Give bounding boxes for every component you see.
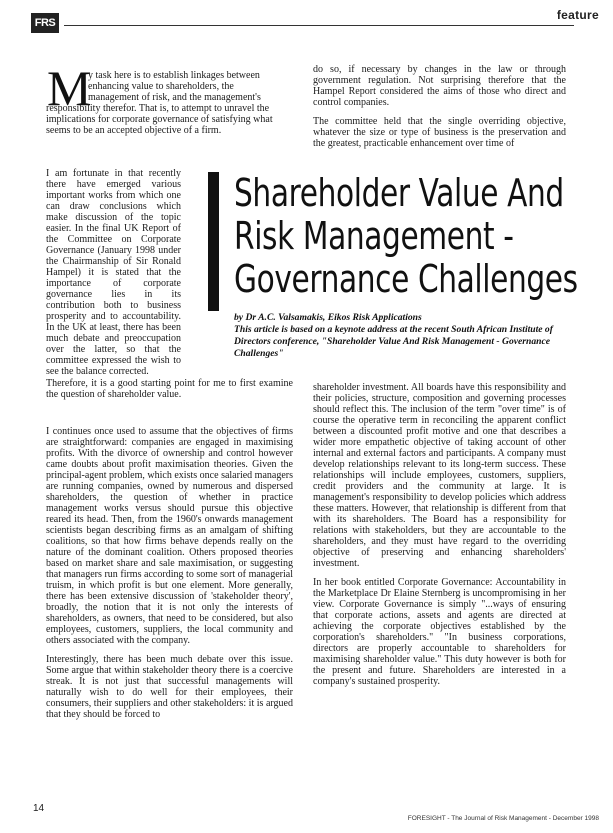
intro-line: implications for corporate governance of satisfying what [46, 114, 273, 125]
title-line: Governance Challenges [234, 257, 578, 301]
body-paragraph: I continues once used to assume that the objectives of firms are straightforward: companies are engaged in maximising profits. With the divorce of ownership and control however came doubts about profit maximisation theories. Given the principal-agent problem, which exists once salaried managers are running companies, owned by numerous and dispersed shareholders, the question of whether in practice management works versus should pursue this objective reared its head. Then, from the 1960's onwards management scientists began describing firms as an amalgam of shifting coalitions, so that how firms behave depends really on the nature of the dominant coalition. Others proposed theories based on market share and sale maximisation, or suggesting that managers run firms according to some sort of managerial truism, in which profit is but one element. More generally, there has been extensive discussion of 'stakeholder theory', broadly, the notion that it is not only the interests of shareholders, as owners, that need to be considered, but also employees, customers, suppliers, the local community and others associated with the company. [46, 426, 293, 646]
body-paragraph: In her book entitled Corporate Governance: Accountability in the Marketplace Dr Elaine Sternberg is uncompromising in her view. Corporate Governance is simply "...ways of ensuring that corporate actions, assets and agents are directed at achieving the corporate objectives established by the corporation's shareholders." "In business corporations, directors are properly accountable to shareholders for maximising shareholder value." This duty however is both for the present and future. Shareholders are interested in a company's sustained prosperity. [313, 577, 566, 687]
byline-note: This article is based on a keynote address at the recent South African Institute of Directors conference, "Shareholder Value And Risk Management - Governance Challenges" [234, 324, 553, 359]
body-paragraph: I am fortunate in that recently there have emerged various important works from which one can draw conclusions which make discussion of the topic easier. In the final UK Report of the Committee on Corporate Governance (January 1998 under the Chairmanship of Sir Ronald Hampel) it is stated that the importance of corporate governance lies in its contribution both to business prosperity and to accountability. In the UK at least, there has been much debate and preoccupation over the latter, so that the committee expressed the wish to see the balance corrected. [46, 168, 181, 377]
title-line: Shareholder Value And [234, 171, 564, 215]
left-narrow-paragraph [46, 168, 181, 385]
section-label: feature [556, 8, 599, 22]
intro-line: enhancing value to shareholders, the [88, 81, 234, 92]
right-column-body [313, 382, 566, 695]
intro-line: responsibility therefor. That is, to attempt to unravel the [46, 103, 270, 114]
body-paragraph: shareholder investment. All boards have this responsibility and their policies, structure, composition and governing processes should reflect this. The inclusion of the term "over time" is of course the operative term in reconciling the apparent conflict between a discounted profit motive and one that describes a wider more empathetic objective of taking account of other internal and external factors and participants. A company must develop relationships relevant to its long-term success. These relationships will include employees, customers, suppliers, credit providers and the community at large. It is management's responsibility to develop policies which address these matters. However, that relationship is different from that with its shareholders. The Board has a responsibility for relations with stakeholders, but they are accountable to the shareholders, and they must have regard to the overriding objective of preserving and enhancing shareholders' investment. [313, 382, 566, 569]
page-number: 14 [33, 803, 45, 814]
intro-line: management of risk, and the management's [88, 92, 261, 103]
right-column-top [313, 64, 566, 157]
publication-footer: FORESIGHT - The Journal of Risk Management - December 1998 [407, 815, 599, 822]
article-byline [234, 312, 569, 360]
intro-line: seems to be an accepted objective of a firm. [46, 125, 222, 136]
drop-cap: M [47, 60, 92, 116]
intro-paragraph [46, 70, 293, 136]
intro-line: y task here is to establish linkages between [88, 70, 260, 81]
publication-logo: FRS [31, 13, 59, 33]
body-paragraph: Interestingly, there has been much debate over this issue. Some argue that within stakeholder theory there is a coercive streak. It is not just that successful managements will naturally wish to do well for their employees, their consumers, their suppliers and other stakeholders: it is argued that they should be forced to [46, 654, 293, 720]
left-wide-continuation [46, 378, 293, 408]
body-paragraph: Therefore, it is a good starting point for me to first examine the question of shareholder value. [46, 378, 293, 400]
byline-author: by Dr A.C. Valsamakis, Eikos Risk Applications [234, 312, 422, 323]
left-column-body [46, 426, 293, 728]
article-title [234, 171, 578, 301]
body-paragraph: do so, if necessary by changes in the law or through government regulation. Not surprising therefore that the Hampel Report considered the aims of those who direct and control companies. [313, 64, 566, 108]
title-line: Risk Management - [234, 214, 514, 258]
header-rule [64, 25, 574, 26]
title-accent-bar [208, 172, 219, 311]
body-paragraph: The committee held that the single overriding objective, whatever the size or type of business is the preservation and the greatest, practicable enhancement over time of [313, 116, 566, 149]
